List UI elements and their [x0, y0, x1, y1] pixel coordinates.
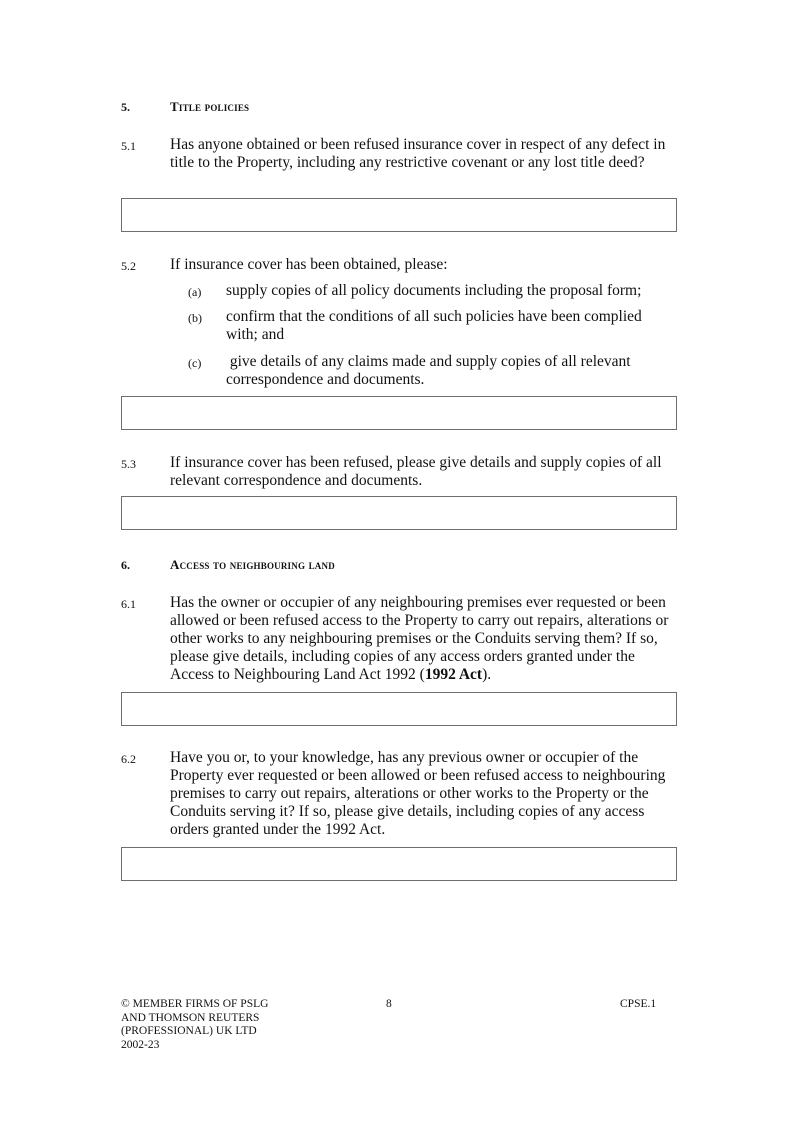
- sub-item-b-text: confirm that the conditions of all such policies have been complied with; and: [226, 308, 642, 343]
- answer-box-5-1[interactable]: [121, 198, 677, 232]
- section-6-title: Access to neighbouring land: [170, 557, 335, 572]
- sub-item-a-text: supply copies of all policy documents including the proposal form;: [226, 282, 642, 299]
- sub-item-b-letter: (b): [188, 311, 202, 325]
- section-5-title: Title policies: [170, 99, 250, 114]
- question-6-1-text-main: Has the owner or occupier of any neighbouring premises ever requested or been allowed or been refused access to the Property to carry out repairs, alterations or other works to any neighbouring premises or the Conduits serving them? If so, please give details, including copies of any access orders granted under the Access to Neighbouring Land Act 1992 (: [170, 594, 669, 683]
- sub-item-a-letter: (a): [188, 285, 202, 299]
- question-5-2-text: If insurance cover has been obtained, please:: [170, 256, 448, 273]
- section-5-number: 5.: [121, 100, 130, 114]
- question-5-1-text: Has anyone obtained or been refused insurance cover in respect of any defect in title to the Property, including any restrictive covenant or any lost title deed?: [170, 136, 666, 171]
- answer-box-6-1[interactable]: [121, 692, 677, 726]
- footer-page-number: 8: [386, 998, 392, 1010]
- footer-copyright-line-4: 2002-23: [121, 1038, 160, 1051]
- answer-box-6-2[interactable]: [121, 847, 677, 881]
- sub-item-c-letter: (c): [188, 356, 202, 370]
- footer-form-code: CPSE.1: [620, 998, 657, 1010]
- question-5-3-text: If insurance cover has been refused, please give details and supply copies of all relevant correspondence and documents.: [170, 454, 662, 489]
- question-5-3-number: 5.3: [121, 457, 136, 471]
- question-5-1-number: 5.1: [121, 139, 136, 153]
- question-6-1-text-end: ).: [482, 666, 492, 683]
- question-6-2-number: 6.2: [121, 752, 136, 766]
- footer-copyright-line-2: AND THOMSON REUTERS: [121, 1011, 260, 1024]
- footer-copyright-line-1: © MEMBER FIRMS OF PSLG: [121, 998, 269, 1010]
- question-6-1-text: [170, 594, 680, 684]
- section-6-number: 6.: [121, 558, 130, 572]
- question-6-1-number: 6.1: [121, 597, 136, 611]
- answer-box-5-3[interactable]: [121, 496, 677, 530]
- question-6-1-defined-term: 1992 Act: [424, 666, 483, 683]
- sub-item-c-text: give details of any claims made and supply copies of all relevant correspondence and documents.: [226, 353, 635, 388]
- answer-box-5-2[interactable]: [121, 396, 677, 430]
- question-6-2-text: Have you or, to your knowledge, has any previous owner or occupier of the Property ever requested or been allowed or been refused access to neighbouring premises to carry out repairs, alterations or other works to the Property or the Conduits serving it? If so, please give details, including copies of any access orders granted under the 1992 Act.: [170, 749, 666, 838]
- footer-copyright-line-3: (PROFESSIONAL) UK LTD: [121, 1025, 257, 1037]
- footer-copyright: [121, 998, 268, 1052]
- question-5-2-number: 5.2: [121, 259, 136, 273]
